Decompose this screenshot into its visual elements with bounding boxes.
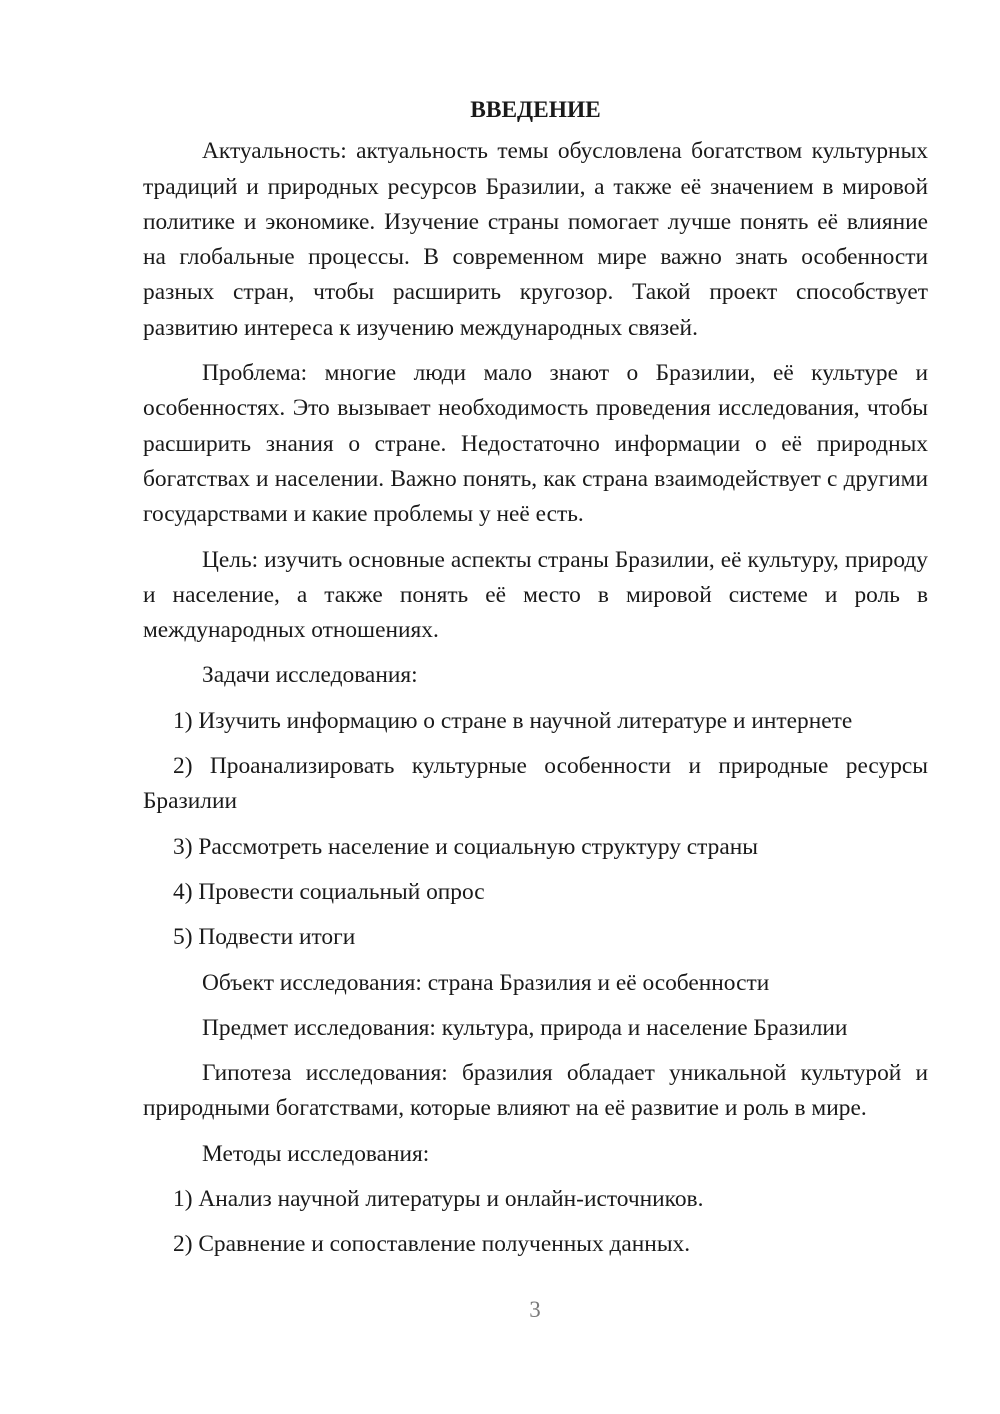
task-item: 2) Проанализировать культурные особенности и природные ресурсы Бразилии (143, 753, 928, 815)
tasks-list (143, 704, 928, 956)
subject-paragraph: Предмет исследования: культура, природа и население Бразилии (202, 1014, 848, 1041)
task-item: 1) Изучить информацию о стране в научной литературе и интернете (173, 707, 853, 734)
task-item: 3) Рассмотреть население и социальную структуру страны (173, 833, 758, 860)
tasks-heading: Задачи исследования: (202, 662, 418, 689)
task-item: 5) Подвести итоги (173, 924, 356, 951)
page-number: 3 (529, 1297, 541, 1322)
goal-paragraph: Цель: изучить основные аспекты страны Бразилии, её культуру, природу и население, а также понять её место в мировой системе и роль в международных отношениях. (143, 546, 928, 644)
page-content (143, 93, 928, 1273)
method-item: 1) Анализ научной литературы и онлайн-источников. (173, 1186, 704, 1213)
object-paragraph: Объект исследования: страна Бразилия и её особенности (202, 969, 770, 996)
problem-paragraph: Проблема: многие люди мало знают о Бразилии, её культуре и особенностях. Это вызывает необходимость проведения исследования, чтобы расширить знания о стране. Недостаточно информации о её природных богатствах и населении. Важно понять, как страна взаимодействует с другими государствами и какие проблемы у неё есть. (143, 360, 928, 528)
method-item: 2) Сравнение и сопоставление полученных данных. (173, 1231, 691, 1258)
relevance-paragraph: Актуальность: актуальность темы обусловлена богатством культурных традиций и природных ресурсов Бразилии, а также её значением в мировой политике и экономике. Изучение страны помогает лучше понять её влияние на глобальные процессы. В современном мире важно знать особенности разных стран, чтобы расширить кругозор. Такой проект способствует развитию интереса к изучению международных связей. (143, 138, 928, 341)
methods-heading: Методы исследования: (202, 1140, 430, 1167)
hypothesis-paragraph: Гипотеза исследования: бразилия обладает уникальной культурой и природными богатствами, которые влияют на её развитие и роль в мире. (143, 1060, 928, 1122)
task-item: 4) Провести социальный опрос (173, 878, 485, 905)
methods-list (143, 1182, 928, 1263)
section-title: ВВЕДЕНИЕ (470, 97, 601, 123)
